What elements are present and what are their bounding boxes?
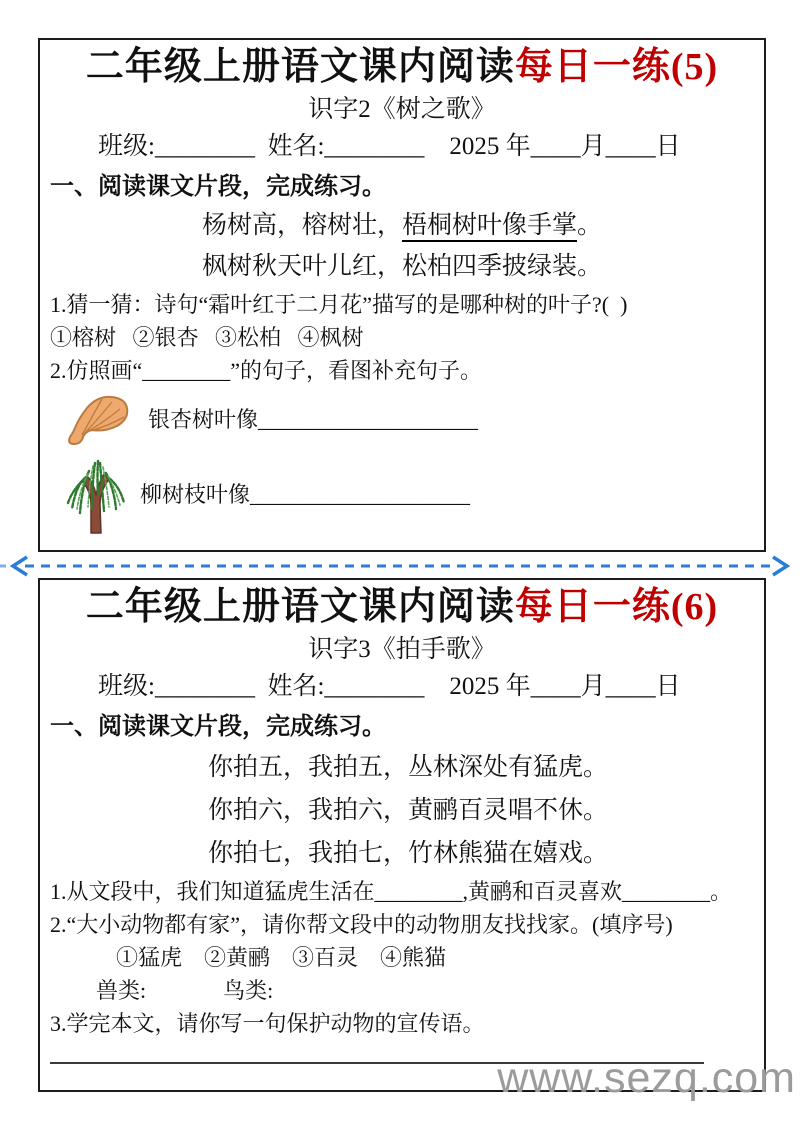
- willow-tree-image: [64, 451, 128, 535]
- fill-sentence-willow: 柳树枝叶像____________________: [140, 481, 471, 507]
- passage-line: [202, 210, 754, 242]
- lesson-subtitle: 识字2《树之歌》: [308, 96, 496, 123]
- sheet-title-red: 每日一练(5): [514, 46, 719, 88]
- sheet-title-black: 二年级上册语文课内阅读: [85, 586, 515, 628]
- lesson-subtitle: 识字3《拍手歌》: [308, 636, 496, 663]
- question-2-options: ①猛虎 ②黄鹂 ③百灵 ④熊猫: [116, 945, 447, 970]
- fill-row-ginkgo: [64, 389, 754, 447]
- fill-row-willow: [64, 451, 754, 535]
- passage-text: 。: [577, 212, 603, 239]
- worksheet-6: [38, 578, 766, 1092]
- question-1: 1.猜一猜：诗句“霜叶红于二月花”描写的是哪种树的叶子?( ): [50, 292, 628, 317]
- student-info-line: 班级:________ 姓名:________ 2025 年____月____日: [98, 133, 681, 160]
- ginkgo-leaf-image: [64, 389, 136, 447]
- fill-sentence-ginkgo: 银杏树叶像____________________: [148, 406, 479, 432]
- section-heading: 一、阅读课文片段，完成练习。: [50, 714, 386, 740]
- sheet-title-red: 每日一练(6): [514, 586, 719, 628]
- question-1: 1.从文段中，我们知道猛虎生活在________,黄鹂和百灵喜欢________。: [50, 879, 733, 904]
- passage-line: 你拍六，我拍六，黄鹂百灵唱不休。: [208, 797, 609, 824]
- passage-line: 枫树秋天叶儿红，松柏四季披绿装。: [202, 253, 603, 280]
- underlined-phrase: 梧桐树叶像手掌: [402, 212, 577, 242]
- passage-text: 杨树高，榕树壮，: [202, 212, 403, 239]
- sheet-title-black: 二年级上册语文课内阅读: [85, 46, 515, 88]
- question-3: 3.学完本文，请你写一句保护动物的宣传语。: [50, 1011, 485, 1036]
- sheet-title: [50, 584, 754, 630]
- watermark: www.sezq.com: [497, 1054, 796, 1102]
- question-1-options: ①榕树 ②银杏 ③松柏 ④枫树: [50, 325, 364, 350]
- worksheet-5: [38, 38, 766, 552]
- passage-line: 你拍七，我拍七，竹林熊猫在嬉戏。: [208, 840, 609, 867]
- section-heading: 一、阅读课文片段，完成练习。: [50, 174, 386, 200]
- question-2: 2.“大小动物都有家”，请你帮文段中的动物朋友找找家。(填序号): [50, 912, 673, 937]
- page-break-divider: [0, 553, 800, 579]
- question-2-categories: 兽类: 鸟类:: [96, 978, 274, 1003]
- student-info-line: 班级:________ 姓名:________ 2025 年____月____日: [98, 673, 681, 700]
- sheet-title: [50, 44, 754, 90]
- double-arrow-dashed-icon: [0, 553, 800, 579]
- question-2: 2.仿照画“________”的句子，看图补充句子。: [50, 358, 483, 383]
- passage-line: 你拍五，我拍五，丛林深处有猛虎。: [208, 754, 609, 781]
